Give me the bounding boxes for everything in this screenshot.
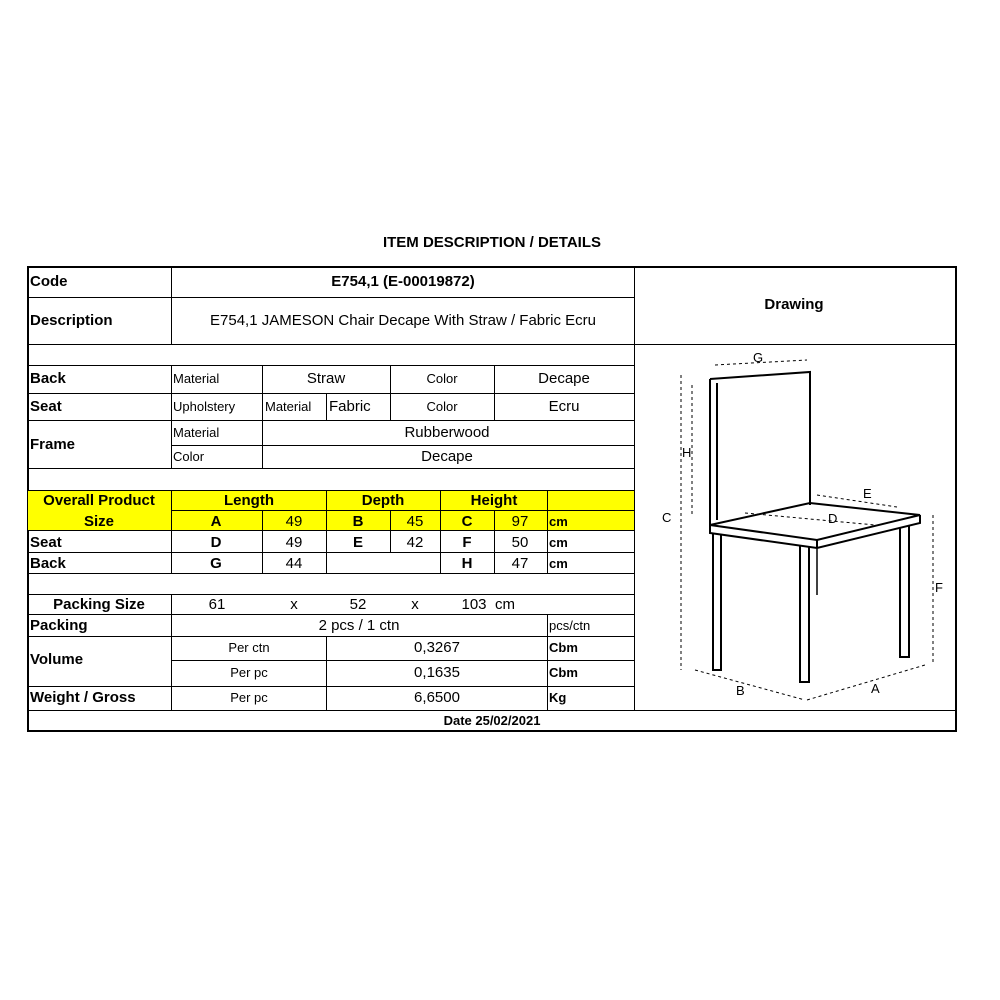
back-label: Back [30, 370, 66, 387]
chair-leg-front-right [800, 545, 809, 682]
dim-back-label: Back [30, 555, 66, 572]
back-material-label: Material [173, 371, 220, 386]
volume-per-ctn-label: Per ctn [228, 640, 270, 655]
back-length-key: G [210, 555, 222, 572]
seat-height-value: 50 [511, 534, 529, 551]
overall-length-key: A [210, 513, 222, 530]
weight-unit: Kg [549, 690, 567, 705]
packing-size-height: 103 [461, 596, 487, 613]
packing-size-x2: x [411, 596, 419, 613]
date-text: Date 25/02/2021 [443, 713, 541, 728]
chair-outline [710, 372, 920, 682]
weight-value: 6,6500 [414, 689, 460, 706]
back-color-value: Decape [538, 370, 590, 387]
chair-backrest-top [710, 372, 810, 505]
dim-seat-label: Seat [30, 534, 62, 551]
volume-per-pc-value: 0,1635 [414, 664, 460, 681]
frame-material-value: Rubberwood [404, 424, 490, 441]
description-value: E754,1 JAMESON Chair Decape With Straw / Fabric Ecru [210, 312, 596, 329]
overall-height-value: 97 [511, 513, 529, 530]
back-height-key: H [461, 555, 473, 572]
dimension-letter-d: D [828, 511, 838, 526]
description-label: Description [30, 312, 113, 329]
packing-size-depth: 52 [349, 596, 367, 613]
seat-length-value: 49 [285, 534, 303, 551]
seat-height-key: F [462, 534, 472, 551]
overall-depth-value: 45 [406, 513, 424, 530]
seat-color-label: Color [426, 399, 458, 414]
frame-label: Frame [30, 436, 76, 453]
code-label: Code [30, 273, 68, 290]
packing-unit: pcs/ctn [549, 618, 591, 633]
chair-drawing [635, 345, 955, 710]
height-header: Height [470, 492, 518, 509]
packing-label: Packing [30, 617, 88, 634]
dimension-letter-e: E [863, 486, 872, 501]
packing-size-unit: cm [495, 596, 515, 613]
overall-height-key: C [461, 513, 473, 530]
overall-size-label-line1: Overall Product [43, 492, 155, 509]
weight-per-pc-label: Per pc [230, 690, 268, 705]
packing-size-label: Packing Size [53, 596, 145, 613]
length-header: Length [224, 492, 274, 509]
seat-label: Seat [30, 398, 62, 415]
dimension-letter-c: C [662, 510, 672, 525]
back-height-value: 47 [511, 555, 529, 572]
frame-color-value: Decape [421, 448, 473, 465]
seat-depth-key: E [352, 534, 364, 551]
overall-length-value: 49 [285, 513, 303, 530]
volume-per-pc-unit: Cbm [549, 665, 578, 680]
volume-label: Volume [30, 651, 84, 668]
seat-color-value: Ecru [548, 398, 580, 415]
overall-unit: cm [549, 514, 568, 529]
packing-value: 2 pcs / 1 ctn [318, 617, 400, 634]
chair-seat-top [710, 503, 920, 540]
dimension-letter-g: G [753, 350, 764, 365]
overall-depth-key: B [352, 513, 364, 530]
depth-header: Depth [361, 492, 405, 509]
packing-size-x1: x [290, 596, 298, 613]
back-color-label: Color [426, 371, 458, 386]
chair-leg-back-right [900, 526, 909, 657]
dimension-letter-h: H [682, 445, 692, 460]
dimension-letter-f: F [935, 580, 943, 595]
chair-seat-edge [710, 515, 920, 548]
code-value: E754,1 (E-00019872) [331, 273, 475, 290]
packing-size-length: 61 [208, 596, 226, 613]
seat-material-value: Fabric [329, 398, 371, 415]
dimension-letter-b: B [736, 683, 745, 698]
seat-material-label: Material [265, 399, 312, 414]
drawing-label: Drawing [764, 296, 824, 313]
volume-per-pc-label: Per pc [230, 665, 268, 680]
back-material-value: Straw [306, 370, 346, 387]
volume-per-ctn-value: 0,3267 [414, 639, 460, 656]
seat-depth-value: 42 [406, 534, 424, 551]
frame-material-label: Material [173, 425, 220, 440]
dimension-letter-a: A [871, 681, 880, 696]
page-title: ITEM DESCRIPTION / DETAILS [382, 234, 602, 251]
overall-size-label-line2: Size [83, 513, 115, 530]
frame-color-label: Color [173, 449, 205, 464]
seat-unit: cm [549, 535, 568, 550]
volume-per-ctn-unit: Cbm [549, 640, 578, 655]
seat-upholstery-label: Upholstery [173, 399, 236, 414]
back-length-value: 44 [285, 555, 303, 572]
seat-length-key: D [210, 534, 222, 551]
chair-leg-front-left [713, 533, 721, 670]
back-unit: cm [549, 556, 568, 571]
weight-label: Weight / Gross [30, 689, 136, 706]
